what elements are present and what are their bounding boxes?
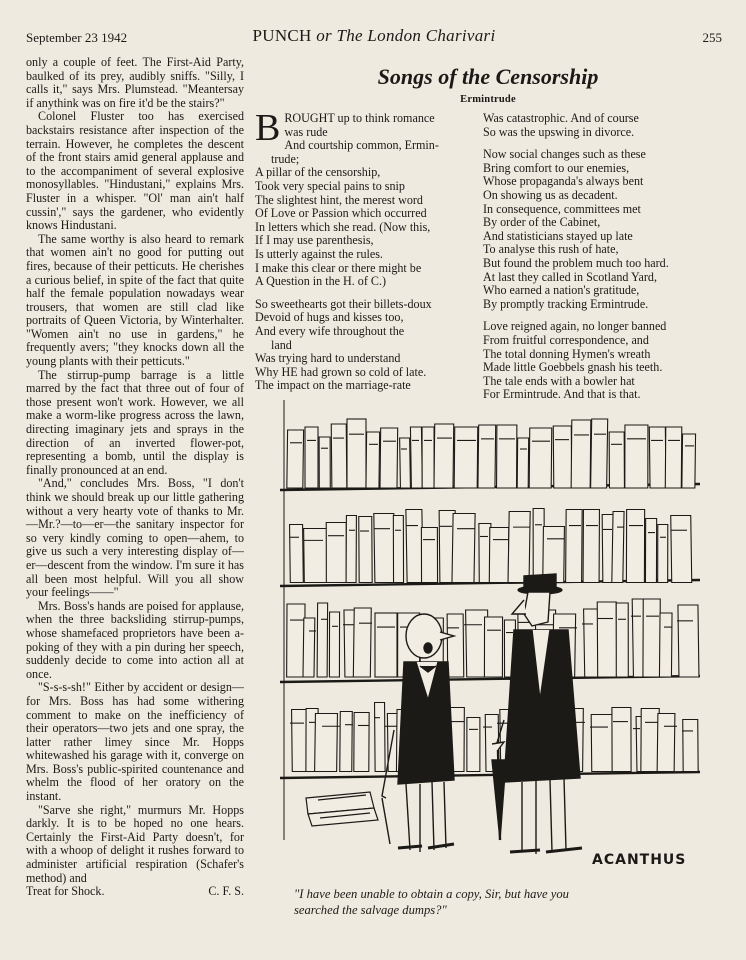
poem-stanza <box>255 107 477 289</box>
poem-stanza <box>483 148 723 311</box>
poem-stanza <box>255 298 477 393</box>
poem-line: land <box>271 337 292 352</box>
poem-line: So was the upswing in divorce. <box>483 124 635 139</box>
page-number: 255 <box>702 30 722 45</box>
poem-line: From fruitful correspondence, and <box>483 332 649 347</box>
poem-line: In consequence, committees met <box>483 201 641 216</box>
article-paragraph: "And," concludes Mrs. Boss, "I don't think we should break up our little gathering without a very hearty vote of thanks to Mr.—Mr.?—to—er—the sanitary inspector for so very kindly coming to open—ahem, to give us such a very interesting display of—er—descent from the window. I'm sure it has all been most helpful. Will you all show your feelings——" <box>26 476 244 600</box>
article-paragraph: The same worthy is also heard to remark that women ain't no good for putting out fires, because of their petticuts. He cherishes a curious belief, in spite of the fact that quite half the female population nowadays wear trousers, that women are still clad like portraits of Queen Victoria, by Winterhalter. "Women ain't no use in gardens," he frequently avers; "they knocks down all the young plants with their petticuts." <box>26 231 244 369</box>
poem-line: Made little Goebbels gnash his teeth. <box>483 360 663 375</box>
magazine-title <box>26 26 722 46</box>
article-paragraph: Mrs. Boss's hands are poised for applause, when the three backsliding stirrup-pumps, whose shamefaced proprietors have been a-poking of they with a pin during her speech, suddenly decide to come into action all at once. <box>26 598 244 681</box>
left-article-column <box>26 56 244 899</box>
article-last-line: Treat for Shock. <box>26 884 105 899</box>
poem-column-a <box>255 107 477 402</box>
caption-line: searched the salvage dumps?" <box>294 903 447 917</box>
poem-stanza <box>483 320 723 402</box>
poem-line: At last they called in Scotland Yard, <box>483 269 657 284</box>
author-initials: C. F. S. <box>208 884 244 899</box>
poem-line: On showing us as decadent. <box>483 187 618 202</box>
issue-date: September 23 1942 <box>26 30 128 45</box>
poem-title: Songs of the Censorship <box>377 64 599 89</box>
magazine-subtitle: The London Charivari <box>336 26 496 45</box>
poem-line: A pillar of the censorship, <box>255 165 381 180</box>
drop-cap: B <box>255 107 281 149</box>
poem-line: The total donning Hymen's wreath <box>483 346 651 361</box>
poem-line: So sweethearts got their billets-doux <box>255 296 432 311</box>
poem-line: Whose propaganda's always bent <box>483 174 644 189</box>
poem-line: Who earned a nation's gratitude, <box>483 283 640 298</box>
article-paragraph: "S-s-s-sh!" Either by accident or design—for Mrs. Boss has had some withering comment to make on the inefficiency of their operators—two jets and one spray, the latter rather limey since Mr. Hopps whitewashed his garage with it, converge on Mrs. Boss's public-spirited countenance and whelm the flood of her oratory on the instant. <box>26 680 244 804</box>
poem-line: Love reigned again, no longer banned <box>483 319 667 334</box>
article-paragraph: Colonel Fluster too has exercised backstairs resistance after inspection of the terrain. However, he completes the descent of the front stairs amid general applause and to the accompaniment of several explosive monosyllables. "Hindustani," explains Mrs. Fluster in a whisper. "Ol' man ain't half cussin'," says the gardener, who evidently knows Hindustani. <box>26 109 244 233</box>
poem-line: Now social changes such as these <box>483 147 646 162</box>
caption-line: "I have been unable to obtain a copy, Sir, but have you <box>294 887 569 901</box>
poem-line: For Ermintrude. And that is that. <box>483 387 641 402</box>
poem-line: Is utterly against the rules. <box>255 246 383 261</box>
magazine-name: PUNCH <box>252 26 312 45</box>
poem-line: The tale ends with a bowler hat <box>483 373 635 388</box>
poem-line: The impact on the marriage-rate <box>255 378 411 393</box>
artist-signature: ACANTHUS <box>592 852 687 868</box>
poem-line: Of Love or Passion which occurred <box>255 206 427 221</box>
poem-line: Took very special pains to snip <box>255 178 405 193</box>
magazine-or: or <box>316 26 332 45</box>
poem-line: In letters which she read. (Now this, <box>255 219 431 234</box>
poem-line: By promptly tracking Ermintrude. <box>483 296 649 311</box>
poem-line: I make this clear or there might be <box>255 260 422 275</box>
poem-line: was rude <box>284 124 328 139</box>
poem-line: If I may use parenthesis, <box>255 233 374 248</box>
article-ending <box>26 885 244 899</box>
poem-line: The slightest hint, the merest word <box>255 192 423 207</box>
poem-line: But found the problem much too hard. <box>483 255 669 270</box>
bookshop-cartoon <box>278 400 702 878</box>
poem-author: Ermintrude <box>460 94 516 105</box>
article-paragraph: only a couple of feet. The First-Aid Party, baulked of its prey, audibly sniffs. "Silly, I calls it," says Mrs. Plumstead. "Meantersay if anythink was on fire it'd be the stairs?" <box>26 55 244 110</box>
poem-line: ROUGHT up to think romance <box>284 111 435 125</box>
poem-line: And courtship common, Ermin- <box>284 138 439 153</box>
article-paragraph: "Sarve she right," murmurs Mr. Hopps darkly. It is to be hoped no one hears. Certainly the First-Aid Party doesn't, for with a whoop of delight it rushes forward to administer artificial respiration (Schafer's method) and <box>26 802 244 885</box>
poem-line: A Question in the H. of C.) <box>255 274 387 289</box>
poem-line: And every wife throughout the <box>255 323 405 338</box>
poem-line: trude; <box>271 151 300 166</box>
poem-line: Why HE had grown so cold of late. <box>255 364 427 379</box>
poem-column-b <box>483 112 723 411</box>
poem-line: And statisticians stayed up late <box>483 228 633 243</box>
article-paragraph: The stirrup-pump barrage is a little marred by the fact that three out of four of those present won't work. However, we all make a worm-like progress across the lawn, directing imaginary jets and sprays in the direction of an inverted flower-pot, representing a bomb, until the display is finally pronounced at an end. <box>26 367 244 477</box>
poem-line: Was trying hard to understand <box>255 351 401 366</box>
poem-line: Bring comfort to our enemies, <box>483 160 630 175</box>
cartoon-caption <box>294 886 704 918</box>
poem-line: To analyse this rush of hate, <box>483 242 619 257</box>
poem-line: Devoid of hugs and kisses too, <box>255 310 404 325</box>
page-header <box>26 26 722 48</box>
poem-line: Was catastrophic. And of course <box>483 111 639 125</box>
poem-stanza <box>483 112 723 139</box>
poem-line: By order of the Cabinet, <box>483 215 601 230</box>
